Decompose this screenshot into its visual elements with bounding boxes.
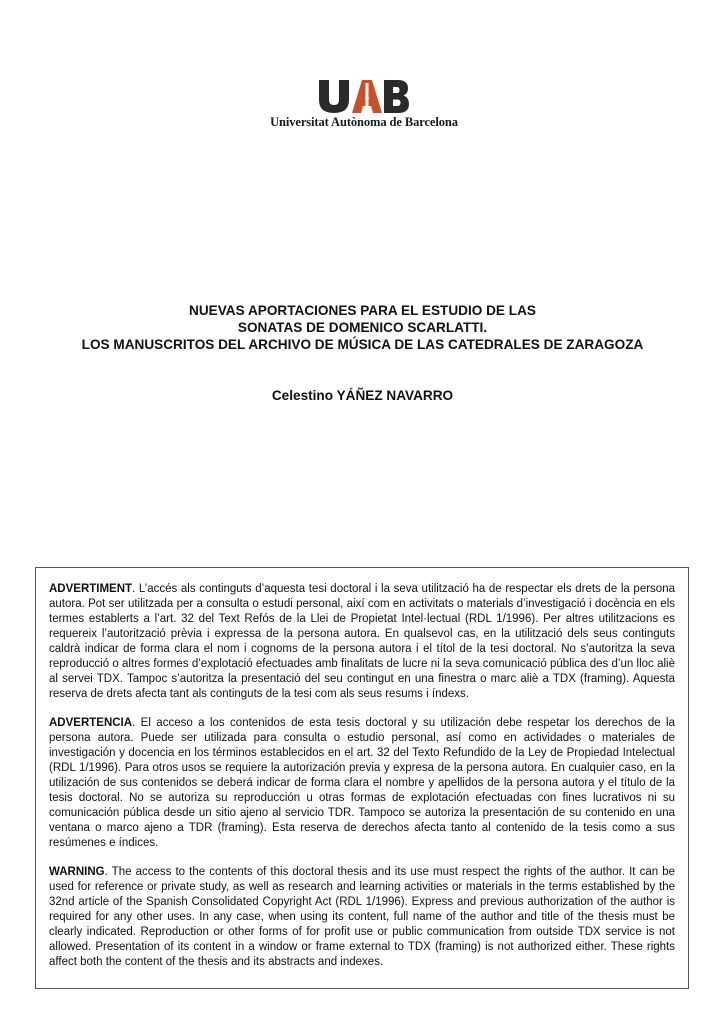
logo-letter-u xyxy=(319,80,349,113)
notice-keyword: WARNING xyxy=(49,866,105,878)
logo-letter-b xyxy=(384,80,409,113)
notice-keyword: ADVERTENCIA xyxy=(49,717,133,729)
notice-catalan xyxy=(49,582,675,702)
notice-text: . The access to the contents of this doctoral thesis and its use must respect the rights of the author. It can be used for reference or private study, as well as research and learning activities or materials in the terms established by the 32nd article of the Spanish Consolidated Copyright Act (RDL 1/1996). Express and previous authorization of the author is required for any other uses. In any case, when using its content, full name of the author and title of the thesis must be clearly indicated. Reproduction or other forms of for profit use or public communication from outside TDX service is not allowed. Presentation of its content in a window or frame external to TDX (framing) is not authorized either. These rights affect both the content of the thesis and its abstracts and indexes. xyxy=(49,866,675,968)
title-line-1: NUEVAS APORTACIONES PARA EL ESTUDIO DE LAS xyxy=(189,303,536,318)
thesis-author: Celestino YÁÑEZ NAVARRO xyxy=(271,388,454,403)
logo-a-bar xyxy=(366,83,369,113)
notice-text: . El acceso a los contenidos de esta tesis doctoral y su utilización debe respetar los derechos de la persona autora. Puede ser utilizada para consulta o estudio personal, así como en actividades o materiales de investigación y docencia en los términos establecidos en el art. 32 del Texto Refundido de la Ley de Propiedad Intelectual (RDL 1/1996). Para otros usos se requiere la autorización previa y expresa de la persona autora. En cualquier caso, en la utilización de sus contenidos se deberá indicar de forma clara el nombre y apellidos de la persona autora y el título de la tesis doctoral. No se autoriza su reproducción u otras formas de explotación efectuadas con fines lucrativos ni su comunicación pública desde un sitio ajeno al servicio TDR. Tampoco se autoriza la presentación de su contenido en una ventana o marco ajeno a TDR (framing). Esta reserva de derechos afecta tanto al contenido de la tesis como a sus resúmenes e índices. xyxy=(49,717,675,849)
title-line-2: SONATAS DE DOMENICO SCARLATTI. xyxy=(237,320,488,335)
notice-keyword: ADVERTIMENT xyxy=(49,583,133,595)
uab-logo-mark xyxy=(318,78,410,114)
thesis-title xyxy=(20,302,705,353)
notice-spanish xyxy=(49,716,675,851)
title-line-3: LOS MANUSCRITOS DEL ARCHIVO DE MÚSICA DE LAS CATEDRALES DE ZARAGOZA xyxy=(81,337,644,352)
university-name: Universitat Autònoma de Barcelona xyxy=(270,115,458,129)
copyright-notice-box xyxy=(35,567,689,989)
notice-english xyxy=(49,865,675,970)
university-logo xyxy=(262,78,466,134)
notice-text: . L’accés als continguts d’aquesta tesi doctoral i la seva utilització ha de respectar els drets de la persona autora. Pot ser utilitzada per a consulta o estudi personal, així com en activitats o materials d’investigació i docència en els termes establerts a l’art. 32 del Text Refós de la Llei de Propietat Intel·lectual (RDL 1/1996). Per altres utilitzacions es requereix l’autorització prèvia i expressa de la persona autora. En qualsevol cas, en la utilització dels seus continguts caldrà indicar de forma clara el nom i cognoms de la persona autora i el títol de la tesi doctoral. No s’autoritza la seva reproducció o altres formes d’explotació efectuades amb finalitats de lucre ni la seva comunicació pública des d’un lloc aliè al servei TDX. Tampoc s’autoritza la presentació del seu contingut en una finestra o marc aliè a TDX (framing). Aquesta reserva de drets afecta tant als continguts de la tesi com als seus resums i índexs. xyxy=(49,583,675,700)
